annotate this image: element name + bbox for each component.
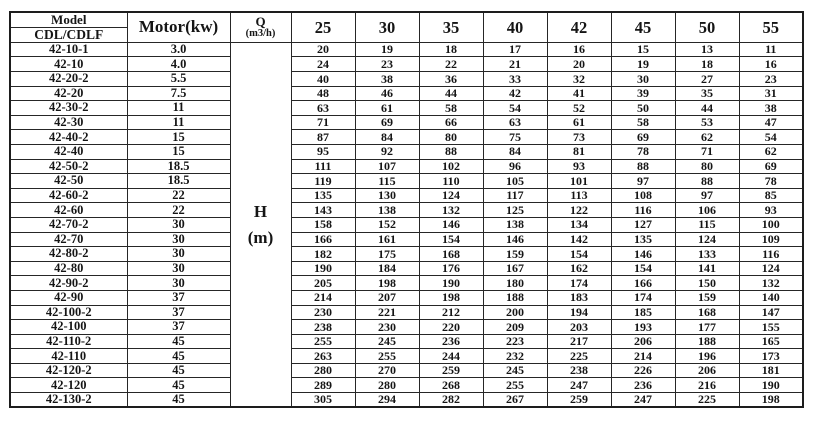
head-value-cell: 100 xyxy=(739,217,803,232)
head-value-cell: 58 xyxy=(611,115,675,130)
table-row xyxy=(10,174,803,189)
head-value-cell: 20 xyxy=(291,42,355,57)
head-value-cell: 182 xyxy=(291,247,355,262)
head-value-cell: 289 xyxy=(291,378,355,393)
head-value-cell: 305 xyxy=(291,393,355,408)
model-cell: 42-40-2 xyxy=(10,130,127,145)
head-value-cell: 280 xyxy=(291,363,355,378)
head-value-cell: 40 xyxy=(291,72,355,87)
head-value-cell: 226 xyxy=(611,363,675,378)
head-value-cell: 167 xyxy=(483,261,547,276)
model-cell: 42-110-2 xyxy=(10,334,127,349)
head-value-cell: 88 xyxy=(419,144,483,159)
head-value-cell: 162 xyxy=(547,261,611,276)
motor-power-cell: 11 xyxy=(127,101,230,116)
motor-power-cell: 37 xyxy=(127,290,230,305)
head-value-cell: 75 xyxy=(483,130,547,145)
head-value-cell: 21 xyxy=(483,57,547,72)
head-value-cell: 282 xyxy=(419,393,483,408)
motor-power-cell: 22 xyxy=(127,188,230,203)
head-value-cell: 97 xyxy=(611,174,675,189)
head-value-cell: 88 xyxy=(675,174,739,189)
head-value-cell: 124 xyxy=(675,232,739,247)
head-value-cell: 159 xyxy=(675,290,739,305)
head-value-cell: 236 xyxy=(611,378,675,393)
head-value-cell: 115 xyxy=(675,217,739,232)
head-value-cell: 190 xyxy=(419,276,483,291)
head-value-cell: 61 xyxy=(547,115,611,130)
head-value-cell: 38 xyxy=(739,101,803,116)
head-value-cell: 150 xyxy=(675,276,739,291)
head-value-cell: 84 xyxy=(483,144,547,159)
head-value-cell: 188 xyxy=(483,290,547,305)
head-value-cell: 97 xyxy=(675,188,739,203)
flow-rate-symbol: Q xyxy=(255,13,266,29)
head-value-cell: 154 xyxy=(611,261,675,276)
head-value-cell: 116 xyxy=(739,247,803,262)
head-value-cell: 255 xyxy=(355,349,419,364)
model-cell: 42-50 xyxy=(10,174,127,189)
motor-power-cell: 15 xyxy=(127,144,230,159)
motor-power-cell: 3.0 xyxy=(127,42,230,57)
head-unit: (m) xyxy=(247,228,274,247)
head-value-cell: 13 xyxy=(675,42,739,57)
head-value-cell: 245 xyxy=(483,363,547,378)
flow-column-header: 42 xyxy=(547,12,611,42)
flow-column-header: 30 xyxy=(355,12,419,42)
head-unit-cell xyxy=(230,42,291,407)
table-row xyxy=(10,378,803,393)
head-value-cell: 33 xyxy=(483,72,547,87)
head-value-cell: 24 xyxy=(291,57,355,72)
head-value-cell: 71 xyxy=(675,144,739,159)
head-value-cell: 78 xyxy=(611,144,675,159)
head-value-cell: 259 xyxy=(419,363,483,378)
model-cell: 42-130-2 xyxy=(10,393,127,408)
head-value-cell: 247 xyxy=(547,378,611,393)
table-row xyxy=(10,261,803,276)
head-value-cell: 225 xyxy=(547,349,611,364)
motor-power-cell: 5.5 xyxy=(127,72,230,87)
head-value-cell: 92 xyxy=(355,144,419,159)
head-value-cell: 116 xyxy=(611,203,675,218)
head-value-cell: 146 xyxy=(419,217,483,232)
head-value-cell: 69 xyxy=(739,159,803,174)
head-value-cell: 50 xyxy=(611,101,675,116)
head-value-cell: 207 xyxy=(355,290,419,305)
model-cell: 42-100 xyxy=(10,320,127,335)
head-value-cell: 48 xyxy=(291,86,355,101)
model-cell: 42-80-2 xyxy=(10,247,127,262)
head-value-cell: 174 xyxy=(547,276,611,291)
table-row xyxy=(10,247,803,262)
head-value-cell: 255 xyxy=(291,334,355,349)
model-cell: 42-100-2 xyxy=(10,305,127,320)
head-value-cell: 209 xyxy=(483,320,547,335)
head-value-cell: 11 xyxy=(739,42,803,57)
motor-power-cell: 30 xyxy=(127,261,230,276)
head-value-cell: 127 xyxy=(611,217,675,232)
motor-power-cell: 45 xyxy=(127,349,230,364)
head-value-cell: 232 xyxy=(483,349,547,364)
table-row xyxy=(10,42,803,57)
head-value-cell: 130 xyxy=(355,188,419,203)
motor-power-cell: 30 xyxy=(127,232,230,247)
head-value-cell: 132 xyxy=(739,276,803,291)
model-cell: 42-110 xyxy=(10,349,127,364)
head-value-cell: 44 xyxy=(419,86,483,101)
head-value-cell: 31 xyxy=(739,86,803,101)
head-value-cell: 217 xyxy=(547,334,611,349)
head-value-cell: 69 xyxy=(611,130,675,145)
head-value-cell: 95 xyxy=(291,144,355,159)
table-row xyxy=(10,290,803,305)
head-value-cell: 221 xyxy=(355,305,419,320)
head-value-cell: 20 xyxy=(547,57,611,72)
table-row xyxy=(10,334,803,349)
table-row xyxy=(10,72,803,87)
model-cell: 42-50-2 xyxy=(10,159,127,174)
table-row xyxy=(10,159,803,174)
head-value-cell: 188 xyxy=(675,334,739,349)
head-value-cell: 206 xyxy=(611,334,675,349)
motor-power-cell: 45 xyxy=(127,334,230,349)
motor-power-header: Motor(kw) xyxy=(127,12,230,42)
table-row xyxy=(10,86,803,101)
table-row xyxy=(10,57,803,72)
head-value-cell: 193 xyxy=(611,320,675,335)
head-value-cell: 190 xyxy=(291,261,355,276)
head-value-cell: 244 xyxy=(419,349,483,364)
head-value-cell: 203 xyxy=(547,320,611,335)
motor-power-cell: 30 xyxy=(127,276,230,291)
head-value-cell: 18 xyxy=(675,57,739,72)
head-value-cell: 255 xyxy=(483,378,547,393)
head-value-cell: 245 xyxy=(355,334,419,349)
head-value-cell: 54 xyxy=(483,101,547,116)
head-value-cell: 181 xyxy=(739,363,803,378)
head-value-cell: 146 xyxy=(611,247,675,262)
head-value-cell: 62 xyxy=(675,130,739,145)
head-value-cell: 35 xyxy=(675,86,739,101)
model-cell: 42-30-2 xyxy=(10,101,127,116)
head-value-cell: 184 xyxy=(355,261,419,276)
head-value-cell: 124 xyxy=(419,188,483,203)
head-value-cell: 54 xyxy=(739,130,803,145)
head-value-cell: 247 xyxy=(611,393,675,408)
head-value-cell: 147 xyxy=(739,305,803,320)
table-row xyxy=(10,393,803,408)
head-value-cell: 270 xyxy=(355,363,419,378)
head-value-cell: 225 xyxy=(675,393,739,408)
motor-power-cell: 45 xyxy=(127,393,230,408)
flow-column-header: 25 xyxy=(291,12,355,42)
head-value-cell: 183 xyxy=(547,290,611,305)
head-value-cell: 175 xyxy=(355,247,419,262)
head-value-cell: 294 xyxy=(355,393,419,408)
head-value-cell: 61 xyxy=(355,101,419,116)
head-value-cell: 135 xyxy=(611,232,675,247)
motor-power-cell: 45 xyxy=(127,378,230,393)
head-value-cell: 18 xyxy=(419,42,483,57)
motor-power-cell: 4.0 xyxy=(127,57,230,72)
flow-column-header: 40 xyxy=(483,12,547,42)
model-cell: 42-10 xyxy=(10,57,127,72)
head-value-cell: 180 xyxy=(483,276,547,291)
head-value-cell: 117 xyxy=(483,188,547,203)
head-value-cell: 16 xyxy=(547,42,611,57)
head-value-cell: 66 xyxy=(419,115,483,130)
model-cell: 42-20 xyxy=(10,86,127,101)
head-value-cell: 280 xyxy=(355,378,419,393)
table-row xyxy=(10,188,803,203)
model-cell: 42-40 xyxy=(10,144,127,159)
motor-power-cell: 37 xyxy=(127,305,230,320)
head-value-cell: 87 xyxy=(291,130,355,145)
head-value-cell: 166 xyxy=(291,232,355,247)
head-value-cell: 102 xyxy=(419,159,483,174)
head-value-cell: 216 xyxy=(675,378,739,393)
model-cell: 42-70-2 xyxy=(10,217,127,232)
head-value-cell: 41 xyxy=(547,86,611,101)
model-cell: 42-70 xyxy=(10,232,127,247)
head-value-cell: 196 xyxy=(675,349,739,364)
flow-rate-header xyxy=(230,12,291,42)
head-value-cell: 125 xyxy=(483,203,547,218)
head-value-cell: 93 xyxy=(739,203,803,218)
head-value-cell: 214 xyxy=(611,349,675,364)
head-value-cell: 108 xyxy=(611,188,675,203)
table-row xyxy=(10,349,803,364)
head-value-cell: 220 xyxy=(419,320,483,335)
flow-rate-unit: (m3/h) xyxy=(245,28,276,40)
head-value-cell: 206 xyxy=(675,363,739,378)
head-value-cell: 105 xyxy=(483,174,547,189)
head-value-cell: 71 xyxy=(291,115,355,130)
head-symbol: H xyxy=(253,202,268,221)
head-value-cell: 73 xyxy=(547,130,611,145)
head-value-cell: 200 xyxy=(483,305,547,320)
head-value-cell: 58 xyxy=(419,101,483,116)
head-value-cell: 198 xyxy=(739,393,803,408)
table-row xyxy=(10,320,803,335)
table-row xyxy=(10,363,803,378)
head-value-cell: 113 xyxy=(547,188,611,203)
model-series-header: CDL/CDLF xyxy=(10,27,127,42)
head-value-cell: 19 xyxy=(611,57,675,72)
head-value-cell: 63 xyxy=(291,101,355,116)
motor-power-cell: 30 xyxy=(127,247,230,262)
flow-column-header: 50 xyxy=(675,12,739,42)
head-value-cell: 85 xyxy=(739,188,803,203)
head-value-cell: 142 xyxy=(547,232,611,247)
motor-power-cell: 45 xyxy=(127,363,230,378)
head-value-cell: 154 xyxy=(547,247,611,262)
head-value-cell: 122 xyxy=(547,203,611,218)
head-value-cell: 190 xyxy=(739,378,803,393)
model-cell: 42-90 xyxy=(10,290,127,305)
head-value-cell: 69 xyxy=(355,115,419,130)
head-value-cell: 143 xyxy=(291,203,355,218)
head-value-cell: 236 xyxy=(419,334,483,349)
head-value-cell: 53 xyxy=(675,115,739,130)
motor-power-cell: 37 xyxy=(127,320,230,335)
head-value-cell: 30 xyxy=(611,72,675,87)
table-row xyxy=(10,101,803,116)
head-value-cell: 84 xyxy=(355,130,419,145)
head-value-cell: 63 xyxy=(483,115,547,130)
head-value-cell: 27 xyxy=(675,72,739,87)
head-value-cell: 36 xyxy=(419,72,483,87)
head-value-cell: 174 xyxy=(611,290,675,305)
table-row xyxy=(10,217,803,232)
head-value-cell: 223 xyxy=(483,334,547,349)
head-value-cell: 46 xyxy=(355,86,419,101)
head-value-cell: 140 xyxy=(739,290,803,305)
head-value-cell: 152 xyxy=(355,217,419,232)
head-value-cell: 159 xyxy=(483,247,547,262)
head-value-cell: 17 xyxy=(483,42,547,57)
head-value-cell: 23 xyxy=(355,57,419,72)
table-row xyxy=(10,144,803,159)
head-value-cell: 194 xyxy=(547,305,611,320)
head-value-cell: 119 xyxy=(291,174,355,189)
head-value-cell: 230 xyxy=(291,305,355,320)
head-value-cell: 38 xyxy=(355,72,419,87)
head-value-cell: 177 xyxy=(675,320,739,335)
head-value-cell: 124 xyxy=(739,261,803,276)
head-value-cell: 267 xyxy=(483,393,547,408)
model-cell: 42-30 xyxy=(10,115,127,130)
head-value-cell: 22 xyxy=(419,57,483,72)
head-value-cell: 259 xyxy=(547,393,611,408)
model-header: Model xyxy=(10,12,127,27)
head-value-cell: 205 xyxy=(291,276,355,291)
head-value-cell: 134 xyxy=(547,217,611,232)
head-value-cell: 101 xyxy=(547,174,611,189)
head-value-cell: 198 xyxy=(419,290,483,305)
head-value-cell: 176 xyxy=(419,261,483,276)
flow-column-header: 45 xyxy=(611,12,675,42)
head-value-cell: 230 xyxy=(355,320,419,335)
head-value-cell: 158 xyxy=(291,217,355,232)
head-value-cell: 80 xyxy=(419,130,483,145)
table-row xyxy=(10,276,803,291)
motor-power-cell: 15 xyxy=(127,130,230,145)
flow-column-header: 55 xyxy=(739,12,803,42)
head-value-cell: 80 xyxy=(675,159,739,174)
head-value-cell: 111 xyxy=(291,159,355,174)
head-value-cell: 166 xyxy=(611,276,675,291)
head-value-cell: 168 xyxy=(675,305,739,320)
head-value-cell: 138 xyxy=(483,217,547,232)
motor-power-cell: 30 xyxy=(127,217,230,232)
head-value-cell: 135 xyxy=(291,188,355,203)
head-value-cell: 238 xyxy=(547,363,611,378)
table-row xyxy=(10,130,803,145)
table-row xyxy=(10,203,803,218)
head-value-cell: 154 xyxy=(419,232,483,247)
head-value-cell: 165 xyxy=(739,334,803,349)
head-value-cell: 115 xyxy=(355,174,419,189)
head-value-cell: 81 xyxy=(547,144,611,159)
head-value-cell: 106 xyxy=(675,203,739,218)
head-value-cell: 32 xyxy=(547,72,611,87)
table-row xyxy=(10,232,803,247)
head-value-cell: 138 xyxy=(355,203,419,218)
motor-power-cell: 18.5 xyxy=(127,159,230,174)
head-value-cell: 212 xyxy=(419,305,483,320)
head-value-cell: 173 xyxy=(739,349,803,364)
head-value-cell: 39 xyxy=(611,86,675,101)
head-value-cell: 19 xyxy=(355,42,419,57)
head-value-cell: 62 xyxy=(739,144,803,159)
head-value-cell: 214 xyxy=(291,290,355,305)
motor-power-cell: 7.5 xyxy=(127,86,230,101)
motor-power-cell: 18.5 xyxy=(127,174,230,189)
model-cell: 42-20-2 xyxy=(10,72,127,87)
pump-head-table xyxy=(9,11,804,408)
head-value-cell: 133 xyxy=(675,247,739,262)
model-cell: 42-60 xyxy=(10,203,127,218)
head-value-cell: 15 xyxy=(611,42,675,57)
head-value-cell: 44 xyxy=(675,101,739,116)
head-value-cell: 107 xyxy=(355,159,419,174)
table-row xyxy=(10,305,803,320)
head-value-cell: 96 xyxy=(483,159,547,174)
head-value-cell: 268 xyxy=(419,378,483,393)
motor-power-cell: 22 xyxy=(127,203,230,218)
motor-power-cell: 11 xyxy=(127,115,230,130)
head-value-cell: 109 xyxy=(739,232,803,247)
head-value-cell: 23 xyxy=(739,72,803,87)
head-value-cell: 42 xyxy=(483,86,547,101)
head-value-cell: 263 xyxy=(291,349,355,364)
head-value-cell: 52 xyxy=(547,101,611,116)
head-value-cell: 161 xyxy=(355,232,419,247)
model-cell: 42-10-1 xyxy=(10,42,127,57)
flow-column-header: 35 xyxy=(419,12,483,42)
model-cell: 42-120 xyxy=(10,378,127,393)
head-value-cell: 238 xyxy=(291,320,355,335)
head-value-cell: 16 xyxy=(739,57,803,72)
model-cell: 42-60-2 xyxy=(10,188,127,203)
head-value-cell: 168 xyxy=(419,247,483,262)
head-value-cell: 155 xyxy=(739,320,803,335)
head-value-cell: 47 xyxy=(739,115,803,130)
head-value-cell: 132 xyxy=(419,203,483,218)
model-cell: 42-80 xyxy=(10,261,127,276)
head-value-cell: 110 xyxy=(419,174,483,189)
head-value-cell: 141 xyxy=(675,261,739,276)
head-value-cell: 146 xyxy=(483,232,547,247)
head-value-cell: 78 xyxy=(739,174,803,189)
head-value-cell: 88 xyxy=(611,159,675,174)
head-value-cell: 93 xyxy=(547,159,611,174)
head-value-cell: 198 xyxy=(355,276,419,291)
model-cell: 42-90-2 xyxy=(10,276,127,291)
head-value-cell: 185 xyxy=(611,305,675,320)
table-row xyxy=(10,115,803,130)
model-cell: 42-120-2 xyxy=(10,363,127,378)
